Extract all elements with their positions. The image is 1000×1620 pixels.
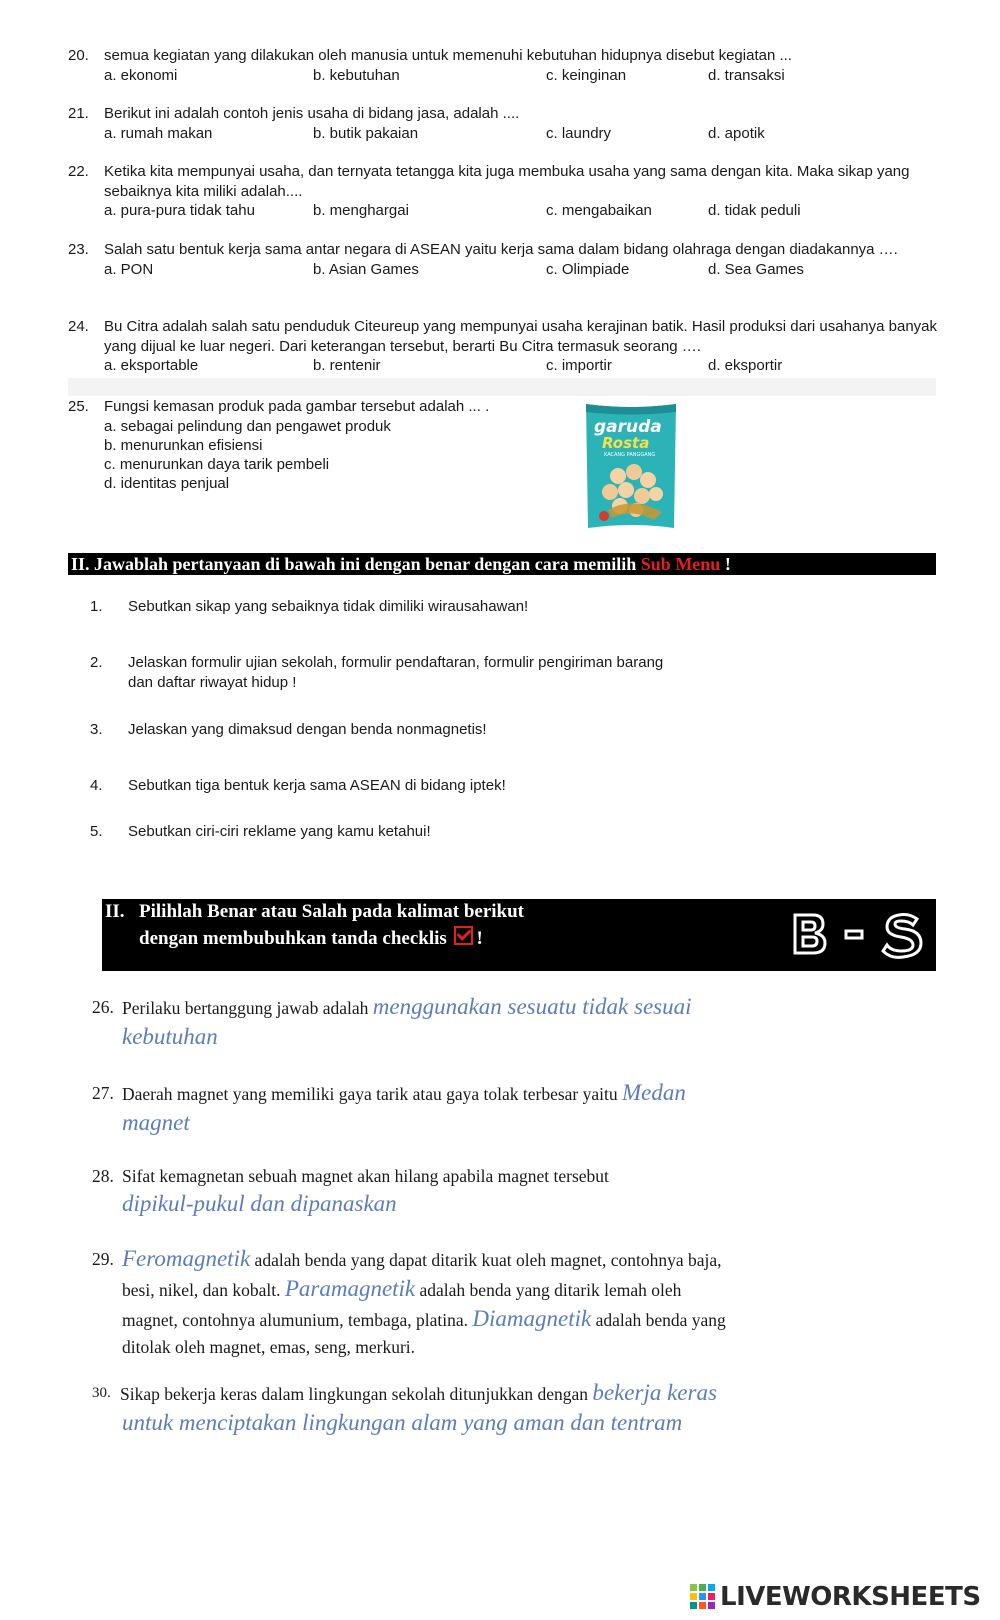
section-roman: II. [105,901,125,922]
option-a: a. PON [104,260,154,278]
package-name: Rosta [602,434,650,452]
package-subtitle: KACANG PANGGANG [604,452,656,458]
option-c: c. importir [546,357,612,374]
item-text-1: adalah benda yang dapat ditarik kuat oleh magnet, contohnya baja, [250,1250,722,1270]
item-number: 26. [92,997,114,1017]
option-a: a. rumah makan [104,124,213,142]
truefalse-item-30 [92,1378,832,1438]
separator-band [68,378,936,396]
section-truefalse-header [102,899,936,971]
question-21 [68,104,938,144]
answer-text-continued: kebutuhan [122,1024,218,1049]
essay-text: Jelaskan formulir ujian sekolah, formulir pendaftaran, formulir pengiriman barang dan daftar riwayat hidup ! [128,654,664,691]
answer-text: menggunakan sesuatu tidak sesuai [372,994,692,1019]
garuda-rosta-package-image [582,400,680,532]
question-text: Fungsi kemasan produk pada gambar tersebut adalah ... . [104,398,490,415]
question-23 [68,240,938,280]
question-20 [68,46,938,86]
option-d: d. tidak peduli [708,202,801,219]
option-d: d. eksportir [708,357,783,374]
item-text-2: besi, nikel, dan kobalt. [122,1280,285,1300]
question-text: Ketika kita mempunyai usaha, dan ternyata tetangga kita juga membuka usaha yang sama dengan kita. Maka sikap yang sebaiknya kita miliki adalah.... [104,163,910,200]
section-line-2-text: dengan membubuhkan tanda checklis [139,928,447,949]
answer-feromagnetik: Feromagnetik [122,1246,251,1271]
answer-text: dipikul-pukul dan dipanaskan [122,1191,397,1216]
question-24 [68,317,938,376]
question-text: Bu Citra adalah salah satu penduduk Citeureup yang mempunyai usaha kerajinan batik. Hasil produksi dari usahanya banyak yang dijual ke luar negeri. Dari keterangan tersebut, berarti Bu Citra termasuk seorang …. [104,318,938,355]
essay-question-2 [90,653,670,692]
item-number: 29. [92,1249,114,1269]
answer-text-continued: magnet [122,1110,190,1135]
question-number: 22. [68,163,89,180]
answer-text: Medan [622,1080,686,1105]
essay-text: Sebutkan ciri-ciri reklame yang kamu ketahui! [128,823,431,840]
item-text-6: ditolak oleh magnet, emas, seng, merkuri. [122,1337,416,1357]
question-number: 23. [68,241,89,258]
options-row [104,356,938,376]
options-row [104,124,938,144]
question-text: Salah satu bentuk kerja sama antar negara di ASEAN yaitu kerja sama dalam bidang olahraga dengan diadakannya …. [104,241,898,258]
essay-question-1 [90,597,710,617]
essay-number: 3. [90,721,103,738]
essay-question-3 [90,720,710,740]
option-d: d. transaksi [708,66,785,84]
option-c: c. laundry [546,124,612,142]
option-b: b. kebutuhan [313,66,400,84]
essay-number: 1. [90,598,103,615]
b-s-badge-icon [791,909,926,959]
essay-question-5 [90,822,710,842]
question-number: 25. [68,398,89,415]
option-c: c. menurunkan daya tarik pembeli [104,455,330,473]
item-number: 30. [92,1385,111,1401]
option-a: a. ekonomi [104,66,178,84]
item-number: 27. [92,1083,114,1103]
answer-diamagnetik: Diamagnetik [472,1306,592,1331]
option-b: b. menghargai [313,202,409,219]
item-text: Sifat kemagnetan sebuah magnet akan hilang apabila magnet tersebut [122,1166,609,1186]
item-text: Daerah magnet yang memiliki gaya tarik atau gaya tolak terbesar yaitu [122,1084,623,1104]
option-a: a. sebagai pelindung dan pengawet produk [104,417,391,435]
option-d: d. Sea Games [708,260,804,278]
option-a: a. eksportable [104,357,199,374]
package-brand: garuda [594,417,662,437]
truefalse-item-26 [92,992,832,1052]
section-roman: II. [71,554,90,574]
essay-text: Jelaskan yang dimaksud dengan benda nonmagnetis! [128,721,487,738]
options-row [104,260,938,280]
option-a: a. pura-pura tidak tahu [104,202,255,219]
essay-text: Sebutkan sikap yang sebaiknya tidak dimiliki wirausahawan! [128,598,529,615]
option-b: b. butik pakaian [313,124,419,142]
question-number: 20. [68,47,89,64]
question-25 [68,397,568,493]
options-row [104,66,938,86]
red-checkbox-icon [454,926,473,945]
options-row [104,201,938,221]
section-end: ! [720,554,731,574]
option-d: d. identitas penjual [104,474,230,492]
item-text: Perilaku bertanggung jawab adalah [122,998,373,1018]
section-line-2-end: ! [476,928,483,949]
question-text: semua kegiatan yang dilakukan oleh manusia untuk memenuhi kebutuhan hidupnya disebut kegiatan ... [104,47,792,64]
answer-paramagnetik: Paramagnetik [284,1276,416,1301]
question-number: 21. [68,105,89,122]
option-b: b. rentenir [313,357,381,374]
truefalse-item-27 [92,1078,832,1138]
option-b: b. Asian Games [313,260,419,278]
sub-menu-highlight: Sub Menu [640,554,721,574]
item-text-4: magnet, contohnya alumunium, tembaga, platina. [122,1310,473,1330]
answer-text-continued: untuk menciptakan lingkungan alam yang aman dan tentram [122,1410,683,1435]
option-c: c. keinginan [546,66,627,84]
liveworksheets-logo [690,1582,990,1612]
logo-text: LIVEWORKSHEETS [720,1582,981,1612]
section-line-2 [139,925,483,952]
truefalse-item-28 [92,1163,832,1219]
truefalse-item-29 [92,1244,832,1360]
item-text-3: adalah benda yang ditarik lemah oleh [415,1280,682,1300]
option-c: c. mengabaikan [546,202,652,219]
essay-question-4 [90,776,710,796]
option-c: c. Olimpiade [546,260,630,278]
essay-number: 4. [90,777,103,794]
essay-number: 5. [90,823,103,840]
item-text: Sikap bekerja keras dalam lingkungan sekolah ditunjukkan dengan [120,1384,593,1404]
section-text: Jawablah pertanyaan di bawah ini dengan benar dengan cara memilih [89,554,641,574]
option-b: b. menurunkan efisiensi [104,436,263,454]
answer-text: bekerja keras [592,1380,717,1405]
section-essay-header [68,553,936,575]
item-text-5: adalah benda yang [591,1310,726,1330]
essay-text: Sebutkan tiga bentuk kerja sama ASEAN di bidang iptek! [128,777,506,794]
essay-number: 2. [90,654,103,671]
logo-mark-icon [690,1584,716,1610]
item-number: 28. [92,1166,114,1186]
option-d: d. apotik [708,124,765,142]
question-text: Berikut ini adalah contoh jenis usaha di bidang jasa, adalah .... [104,105,520,122]
question-number: 24. [68,318,89,335]
section-line-1: Pilihlah Benar atau Salah pada kalimat berikut [139,901,525,922]
question-22 [68,162,938,221]
